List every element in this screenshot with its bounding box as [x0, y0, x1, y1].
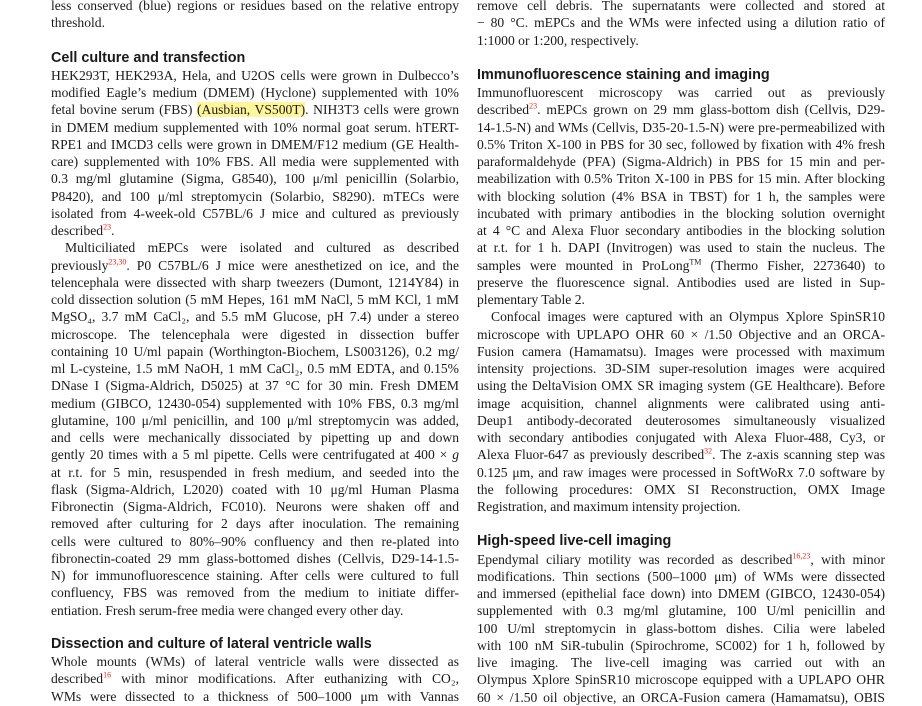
- text-line: [477, 446, 885, 463]
- right-column: [477, 0, 885, 706]
- reference-link[interactable]: 23: [529, 101, 538, 111]
- text-line: ml L-cysteine, 1.5 mM NaOH, 1 mM CaCl₂, 0.5 mM EDTA, and 0.15%: [51, 361, 459, 376]
- text-line: in DMEM medium supplemented with 10% normal goat serum. hTERT-: [51, 119, 459, 135]
- text-line: less conserved (blue) regions or residues based on the relative entropy: [51, 0, 459, 13]
- text-line: WMs were dissected to a thickness of 500–1000 μm with Vannas: [51, 688, 459, 704]
- text-line: using the DeltaVision OMX SR imaging system (GE Healthcare). Before: [477, 378, 885, 394]
- text-line: MgSO₄, 3.7 mM CaCl₂, and 5.5 mM Glucose, pH 7.4) under a stereo: [51, 309, 459, 325]
- text-fragment: . mEPCs grown on 29 mm glass-bottom dish (Cellvis, D29-: [537, 102, 885, 118]
- text-line: − 80 °C. mEPCs and the WMs were infected using a dilution ratio of: [477, 15, 885, 31]
- text-line: intensity projections. 3D-SIM super-resolution images were acquired: [477, 361, 885, 376]
- text-line: removed after culturing for 2 days after inoculation. The remaining: [51, 516, 459, 532]
- text-line: Confocal images were captured with an Olympus Xplore SpinSR10: [491, 309, 885, 325]
- reference-link[interactable]: 32: [704, 446, 713, 456]
- text-fragment: (Thermo Fisher, 2273640) to: [701, 257, 885, 273]
- text-fragment: g: [452, 447, 459, 463]
- text-line: live imaging. The live-cell imaging was carried out with an: [477, 655, 885, 670]
- text-line: [51, 446, 459, 463]
- reference-link[interactable]: 16: [103, 670, 112, 680]
- text-line: [477, 257, 885, 274]
- text-fragment: . The z-axis scanning step was: [712, 447, 885, 463]
- text-fragment: . NIH3T3 cells were grown: [305, 102, 460, 118]
- text-line: at 4 °C and Alexa Fluor secondary antibodies in the blocking solution: [477, 223, 885, 238]
- text-line: HEK293T, HEK293A, Hela, and U2OS cells were grown in Dulbecco’s: [51, 67, 459, 83]
- paragraph-confocal: [477, 308, 885, 515]
- text-line: N) for immunofluorescence staining. After cells were cultured to full: [51, 568, 459, 583]
- paragraph-mepcs: [51, 239, 459, 619]
- text-fragment: . P0 C57BL/6 J mice were anesthetized on ice, and the: [126, 257, 459, 273]
- text-line: confluency, FBS was removed from the medium to initiate differ-: [51, 585, 459, 601]
- text-line: paraformaldehyde (PFA) (Sigma-Aldrich) in PBS for 15 min and per-: [477, 154, 885, 169]
- text-line: [477, 551, 885, 568]
- text-line: plementary Table 2.: [477, 292, 585, 307]
- text-line: containing 10 U/ml papain (Worthington-Biochem, LS003126), 0.2 mg/: [51, 343, 459, 359]
- text-fragment: Ependymal ciliary motility was recorded as described: [477, 551, 793, 567]
- text-line: modifications. Thin sections (500–1000 μm) of WMs were dissected: [477, 568, 885, 584]
- text-line: P8420), and 100 μ/ml streptomycin (Solarbio, S8290). mTECs were: [51, 188, 459, 204]
- text-line: Immunofluorescent microscopy was carried out as previously: [477, 85, 885, 100]
- text-line: 0.3 mg/ml glutamine (Sigma, G8540), 100 μ/ml penicillin (Solarbio,: [51, 171, 459, 187]
- text-line: at r.t. for 5 min, resuspended in fresh medium, and seeded into the: [51, 464, 459, 480]
- section-heading-immunofluorescence: Immunofluorescence staining and imaging: [477, 66, 770, 83]
- text-fragment: described: [51, 671, 104, 687]
- text-fragment: described: [51, 223, 104, 238]
- text-line: flask (Sigma-Aldrich, L2020) coated with 10 μg/ml Human Plasma: [51, 481, 459, 497]
- text-line: microscope with UPLAPO OHR 60 × /1.50 Objective and an ORCA-: [477, 326, 885, 342]
- text-fragment: samples were mounted in ProLong: [477, 257, 690, 273]
- text-line: [51, 101, 459, 118]
- text-fragment: with minor modifications. After euthanizing with CO₂,: [111, 671, 459, 687]
- text-line: Deup1 antibody-decorated deuterosomes simultaneously visualized: [477, 412, 885, 428]
- text-line: isolated from 4-week-old C57BL/6 J mice and cultured as previously: [51, 205, 459, 221]
- section-heading-live-cell-imaging: High-speed live-cell imaging: [477, 533, 672, 550]
- text-line: 14-1.5-N) and WMs (Cellvis, D35-20-1.5-N) were pre-permeabilized with: [477, 119, 885, 135]
- text-line: [51, 222, 459, 239]
- paragraph-dissection: [51, 653, 459, 705]
- text-line: 0.5% Triton X-100 in PBS for 30 sec, followed by fixation with 4% fresh: [477, 136, 885, 152]
- text-line: Multiciliated mEPCs were isolated and cultured as described: [65, 240, 459, 256]
- text-line: [51, 670, 459, 687]
- reference-link[interactable]: 16,23: [792, 550, 811, 560]
- text-line: glutamine, 100 μ/ml penicillin, and 100 μ/ml streptomycin was added,: [51, 412, 459, 428]
- highlighted-text: (Ausbian, VS500T): [196, 102, 306, 118]
- trademark-mark: TM: [689, 256, 702, 266]
- section-heading-dissection: Dissection and culture of lateral ventricle walls: [51, 635, 372, 652]
- text-line: care) supplemented with 10% FBS. All media were supplemented with: [51, 154, 459, 169]
- text-fragment: described: [477, 102, 530, 118]
- text-line: the following procedures: OMX SI Reconstruction, OMX Image: [477, 481, 885, 497]
- paragraph-immunofluorescence: [477, 84, 885, 308]
- text-line: 1:1000 or 1:200, respectively.: [477, 32, 639, 48]
- text-line: Registration, and maximum intensity projection.: [477, 499, 741, 514]
- text-line: DNase I (Sigma-Aldrich, D5025) at 37 °C for 30 min. Fresh DMEM: [51, 378, 459, 394]
- paragraph-live-cell: [477, 551, 885, 706]
- text-fragment: gently 20 times with a 5 ml pipette. Cells were centrifugated at 400 ×: [51, 447, 453, 463]
- text-line: at r.t. for 1 h. DAPI (Invitrogen) was used to stain the nucleus. The: [477, 240, 885, 256]
- text-line: modified Eagle’s medium (DMEM) (Hyclone) supplemented with 10%: [51, 85, 459, 100]
- paragraph-cell-culture: [51, 67, 459, 240]
- text-line: [51, 257, 459, 274]
- reference-link[interactable]: 23,30: [108, 256, 127, 266]
- text-line: remove cell debris. The supernatants were collected and stored at: [477, 0, 885, 13]
- text-line: preserve the fluorescence signal. Antibodies used are listed in Sup-: [477, 274, 885, 290]
- section-heading-cell-culture: Cell culture and transfection: [51, 49, 246, 66]
- reference-link[interactable]: 23: [103, 222, 112, 232]
- text-line: cold dissection solution (5 mM Hepes, 161 mM NaCl, 5 mM KCl, 1 mM: [51, 292, 459, 307]
- text-line: fibronectin-coated 29 mm glass-bottomed dishes (Cellvis, D29-14-1.5-: [51, 550, 459, 566]
- text-line: Olympus Xplore SpinSR10 microscope equipped with a UPLAPO OHR: [477, 672, 885, 688]
- text-fragment: previously: [51, 257, 109, 273]
- text-line: microscope. The telencephala were digested in dissection buffer: [51, 326, 459, 342]
- text-line: 100 U/ml streptomycin in glass-bottom dishes. Cilia were labeled: [477, 620, 885, 636]
- text-line: image acquisition, channel alignments were calibrated using anti-: [477, 395, 885, 411]
- text-line: meabilization with 0.5% Triton X-100 in PBS for 15 min. After blocking: [477, 171, 885, 187]
- text-line: [477, 101, 885, 118]
- text-line: with 100 nM SiR-tubulin (Spirochrome, SC002) for 1 h, followed by: [477, 637, 885, 653]
- text-line: medium (GIBCO, 12430-054) supplemented with 10% FBS, 0.3 mg/ml: [51, 395, 459, 411]
- text-line: 60 × /1.50 oil objective, an ORCA-Fusion camera (Hamamatsu), OBIS: [477, 689, 885, 705]
- text-line: telencephala were dissected with sharp tweezers (Dumont, 1214Y84) in: [51, 274, 459, 290]
- text-line: RPE1 and IMCD3 cells were grown in DMEM/F12 medium (GE Health-: [51, 136, 459, 152]
- text-line: 0.125 μm, and raw images were processed in SoftWoRx 7.0 software by: [477, 464, 885, 480]
- text-line: and cells were mechanically dissociated by pipetting up and down: [51, 430, 459, 445]
- left-column: [51, 0, 459, 705]
- text-fragment: fetal bovine serum (FBS): [51, 102, 197, 118]
- text-line: entiation. Fresh serum-free media were changed every other day.: [51, 602, 404, 618]
- text-line: with secondary antibodies conjugated with Alexa Fluor-488, Cy3, or: [477, 430, 885, 445]
- text-line: incubated with primary antibodies in the blocking solution overnight: [477, 205, 885, 221]
- text-line: Whole mounts (WMs) of lateral ventricle walls were dissected as: [51, 654, 459, 669]
- text-fragment: Alexa Fluor-647 as previously described: [477, 447, 705, 463]
- text-line: and immersed (epithelial face down) into DMEM (GIBCO, 12430-054): [477, 586, 885, 601]
- text-line: threshold.: [51, 15, 105, 31]
- text-line: Fibronectin (Sigma-Aldrich, FC010). Neurons were shaken off and: [51, 499, 459, 514]
- text-line: Fusion camera (Hamamatsu). Images were processed with maximum: [477, 343, 885, 359]
- text-fragment: .: [111, 223, 115, 238]
- text-line: with blocking solution (4% BSA in TBST) for 1 h, the samples were: [477, 188, 885, 204]
- text-line: cells were cultured to 80%–90% confluency and then re-plated into: [51, 533, 459, 549]
- text-line: supplemented with 0.3 mg/ml glutamine, 100 U/ml penicillin and: [477, 603, 885, 619]
- text-fragment: , with minor: [810, 551, 885, 567]
